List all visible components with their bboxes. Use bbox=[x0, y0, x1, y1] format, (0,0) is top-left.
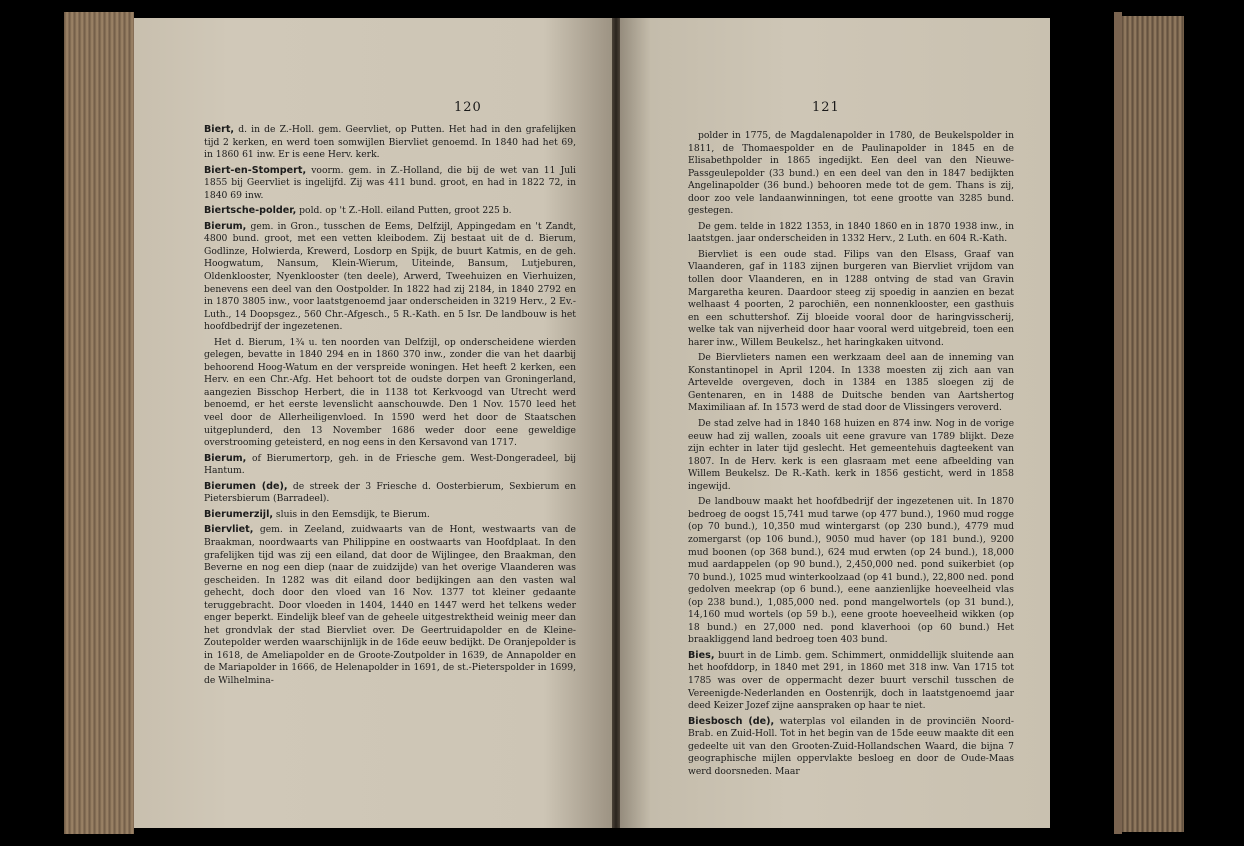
entry-text: Het d. Bierum, 1¾ u. ten noorden van Delfzijl, op onderscheidene wierden gelegen, bevatte in 1840 294 en in 1860 370 inw., zonder die van het daarbij behoorend Hoog-Watum en der verspreide woningen. Het heeft 2 kerken, een Herv. en een Chr.-Afg. Het behoort tot de oudste dorpen van Groningerland, aangezien Bisschop Herbert, die in 1138 tot Kerkvoogd van Utrecht werd benoemd, er het eerste levenslicht aanschouwde. Den 1 Nov. 1570 leed het veel door de Allerheiligenvloed. In 1590 werd het door de Staatschen uitgeplunderd, den 13 November 1686 weder door eene geweldige overstrooming geteisterd, en nog eens in den Kersavond van 1717. bbox=[204, 336, 576, 449]
left-page bbox=[134, 18, 616, 828]
book-gutter bbox=[612, 18, 620, 828]
entry-headword: Bierum, bbox=[204, 452, 247, 464]
entry-paragraph bbox=[204, 337, 576, 450]
entry-headword: Biervliet, bbox=[204, 524, 254, 536]
open-book bbox=[64, 12, 1184, 834]
entry-text: gem. in Gron., tusschen de Eems, Delfzijl, Appingedam en 't Zandt, 4800 bund. groot, met een vetten kleibodem. Zij bestaat uit de d. Bierum, Godlinze, Holwierda, Krewerd, Losdorp en Spijk, de buurt Katmis, en de geh. Hoogwatum, Nansum, Klein-Wierum, Uiteinde, Bansum, Lutjeburen, Oldenklooster, Nyenklooster (ten deele), Arwerd, Tweehuizen en Vierhuizen, benevens een deel van den Oostpolder. In 1822 had zij 2184, in 1840 2792 en in 1870 3805 inw., voor laatstgenoemd jaar onderscheiden in 3219 Herv., 2 Ev.-Luth., 14 Doopsgez., 560 Chr.-Afgesch., 5 R.-Kath. en 5 Isr. De landbouw is het hoofdbedrijf der ingezetenen. bbox=[204, 220, 576, 333]
entry-headword: Biert-en-Stompert, bbox=[204, 164, 307, 176]
entry-text: d. in de Z.-Holl. gem. Geervliet, op Putten. Het had in den grafelijken tijd 2 kerken, en werd toen somwijlen Biervliet genoemd. In 1840 had het 69, in 1860 61 inw. Er is eene Herv. kerk. bbox=[204, 124, 576, 161]
page-stack-right bbox=[1122, 16, 1184, 832]
entry-paragraph bbox=[204, 481, 576, 506]
page-stack-left bbox=[64, 12, 134, 834]
entry-text: buurt in de Limb. gem. Schimmert, onmiddellijk sluitende aan het hoofddorp, in 1840 met 291, in 1860 met 318 inw. Van 1715 tot 1785 was over de oppermacht dezer buurt verschil tusschen de Vereenigde-Nederlanden en Oostenrijk, doch in laatstgenoemd jaar deed Keizer Jozef zijne aanspraken op haar te niet. bbox=[688, 649, 1014, 712]
entry-paragraph bbox=[688, 130, 1014, 218]
entry-text: gem. in Zeeland, zuidwaarts van de Hont, westwaarts van de Braakman, noordwaarts van Philippine en oostwaarts van Hoofdplaat. In den grafelijken tijd was zij een eiland, dat door de Wijlingee, den Braakman, den Beverne en nog een diep (naar de zuidzijde) van het overige Vlaanderen was gescheiden. In 1282 was dit eiland door bedijkingen aan den vasten wal gehecht, doch door den vloed van 16 Nov. 1377 tot kleiner gedaante teruggebracht. Door vloeden in 1404, 1440 en 1447 werd het telkens weder enger beperkt. Eindelijk bleef van de geheele uitgestrektheid weinig meer dan het grondvlak der stad Biervliet over. De Geertruidapolder en de Kleine-Zoutepolder werden waarschijnlijk in de 16de eeuw bedijkt. De Oranjepolder is in 1618, de Ameliapolder en de Groote-Zoutpolder in 1639, de Annapolder en de Mariapolder in 1666, de Helenapolder in 1691, de st.-Pieterspolder in 1699, de Wilhelmina- bbox=[204, 524, 576, 686]
entry-headword: Biertsche-polder, bbox=[204, 205, 297, 217]
entry-paragraph bbox=[204, 509, 576, 522]
cover-edge bbox=[1114, 12, 1122, 834]
page-number: 120 bbox=[454, 100, 482, 115]
entry-text: of Bierumertorp, geh. in de Friesche gem. West-Dongeradeel, bij Hantum. bbox=[204, 452, 576, 477]
entry-text: polder in 1775, de Magdalenapolder in 1780, de Beukelspolder in 1811, de Thomaespolder en de Paulinapolder in 1845 en de Elisabethpolder in 1865 ingedijkt. Een deel van den Nieuwe-Passgeulepolder (33 bund.) en een deel van den in 1847 bedijkten Angelinapolder (36 bund.) behooren mede tot de gem. Thans is zij, door zoo vele landaanwinningen, tot eene grootte van 3285 bund. gestegen. bbox=[688, 130, 1014, 217]
entry-paragraph bbox=[204, 524, 576, 687]
entry-headword: Bies, bbox=[688, 649, 715, 661]
entry-paragraph bbox=[688, 716, 1014, 779]
entry-paragraph bbox=[204, 124, 576, 162]
entry-text: De landbouw maakt het hoofdbedrijf der ingezetenen uit. In 1870 bedroeg de oogst 15,741 mud tarwe (op 477 bund.), 1960 mud rogge (op 70 bund.), 10,350 mud wintergarst (op 230 bund.), 4779 mud zomergarst (op 106 bund.), 9050 mud haver (op 181 bund.), 9200 mud boonen (op 368 bund.), 624 mud erwten (op 24 bund.), 18,000 mud aardappelen (op 90 bund.), 2,450,000 ned. pond suikerbiet (op 70 bund.), 1025 mud winterkoolzaad (op 41 bund.), 22,800 ned. pond gedolven meekrap (op 6 bund.), eene aanzienlijke hoeveelheid vlas (op 238 bund.), 1,085,000 ned. pond mangelwortels (op 31 bund.), 14,160 mud wortels (op 59 b.), eene groote hoeveelheid wikken (op 18 bund.) en 27,000 ned. pond klaverhooi (op 60 bund.) Het braakliggend land bedroeg toen 403 bund. bbox=[688, 496, 1014, 646]
entry-text: de streek der 3 Friesche d. Oosterbierum, Sexbierum en Pietersbierum (Barradeel). bbox=[204, 480, 576, 505]
entry-paragraph bbox=[204, 205, 576, 218]
entry-paragraph bbox=[688, 352, 1014, 415]
entry-text: pold. op 't Z.-Holl. eiland Putten, groot 225 b. bbox=[296, 205, 512, 217]
entry-paragraph bbox=[688, 496, 1014, 647]
entry-paragraph bbox=[688, 249, 1014, 349]
entry-text: voorm. gem. in Z.-Holland, die bij de wet van 11 Juli 1855 bij Geervliet is ingelijfd. Zij was 411 bund. groot, en had in 1822 72, in 1840 69 inw. bbox=[204, 164, 576, 201]
entry-text: sluis in den Eemsdijk, te Bierum. bbox=[273, 508, 430, 520]
entry-text: De stad zelve had in 1840 168 huizen en 874 inw. Nog in de vorige eeuw had zij wallen, zooals uit eene gravure van 1789 blijkt. Deze zijn echter in later tijd geslecht. Het gemeentehuis dagteekent van 1807. In de Herv. kerk is een glasraam met eene afbeelding van Willem Beukelsz. De R.-Kath. kerk in 1856 gesticht, werd in 1858 ingewijd. bbox=[688, 418, 1014, 492]
entry-headword: Bierum, bbox=[204, 220, 247, 232]
entry-text: waterplas vol eilanden in de provinciën Noord-Brab. en Zuid-Holl. Tot in het begin van de 15de eeuw maakte dit een gedeelte uit van den Grooten-Zuid-Hollandschen Waard, die bijna 7 geographische mijlen oppervlakte besloeg en door de Oude-Maas werd doorsneden. Maar bbox=[688, 715, 1014, 777]
right-page bbox=[616, 18, 1050, 828]
entry-paragraph bbox=[204, 165, 576, 203]
entry-paragraph bbox=[688, 650, 1014, 713]
entry-paragraph bbox=[688, 418, 1014, 493]
entry-paragraph bbox=[688, 221, 1014, 246]
page-text bbox=[688, 130, 1014, 781]
entry-text: Biervliet is een oude stad. Filips van den Elsass, Graaf van Vlaanderen, gaf in 1183 zijnen burgeren van Biervliet vrijdom van tollen door Vlaanderen, en in 1288 ontving de stad van Gravin Margaretha keuren. Daardoor steeg zij spoedig in aanzien en bezat welhaast 4 poorten, 2 parochiën, een nonnenklooster, een gasthuis en een schuttershof. Zij bloeide vooral door de haringvisscherij, welke tak van nijverheid door haar vooral werd uitgebreid, toen een harer inw., Willem Beukelsz., het haringkaken uitvond. bbox=[688, 248, 1014, 348]
entry-text: De Biervlieters namen een werkzaam deel aan de inneming van Konstantinopel in April 1204. In 1338 moesten zij zich aan van Artevelde overgeven, doch in 1384 en 1385 sloegen zij de Gentenaren, en in 1488 de Duitsche benden van Aartshertog Maximiliaan af. In 1573 werd de stad door de Vlissingers veroverd. bbox=[688, 352, 1014, 414]
page-text bbox=[204, 124, 576, 691]
entry-headword: Biesbosch (de), bbox=[688, 715, 775, 727]
entry-paragraph bbox=[204, 453, 576, 478]
entry-headword: Biert, bbox=[204, 124, 235, 135]
entry-headword: Bierumen (de), bbox=[204, 480, 288, 492]
entry-paragraph bbox=[204, 221, 576, 334]
entry-text: De gem. telde in 1822 1353, in 1840 1860 en in 1870 1938 inw., in laatstgen. jaar onderscheiden in 1332 Herv., 2 Luth. en 604 R.-Kath. bbox=[688, 220, 1014, 245]
page-number: 121 bbox=[812, 100, 840, 115]
entry-headword: Bierumerzijl, bbox=[204, 508, 273, 520]
